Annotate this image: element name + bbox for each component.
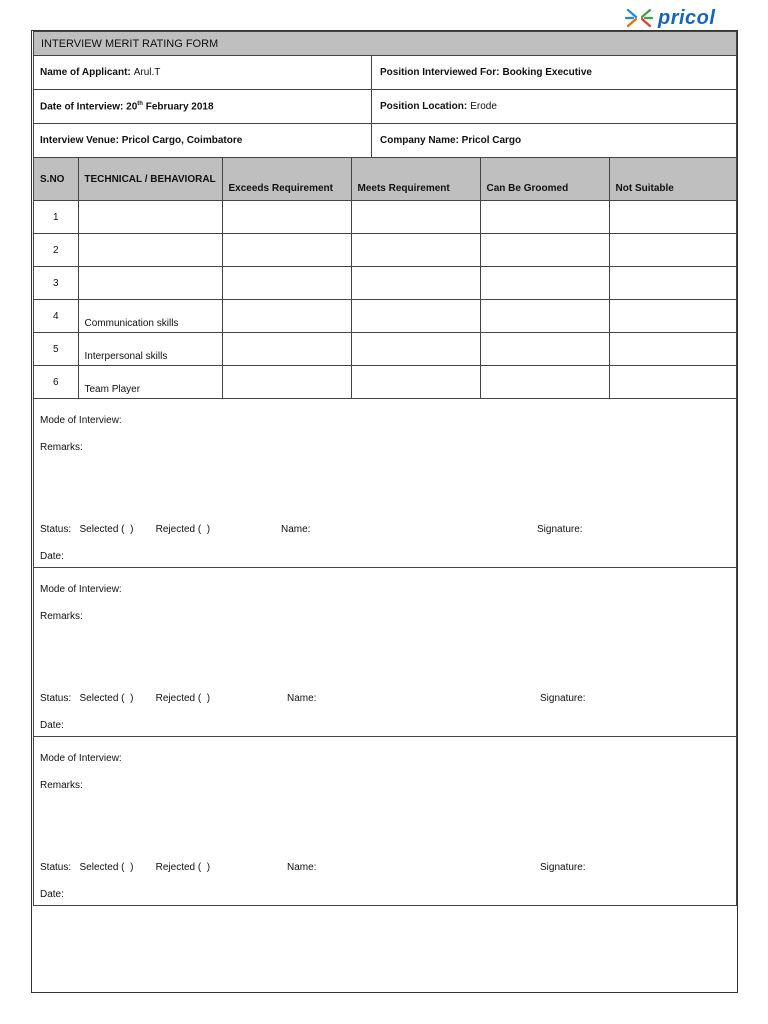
name-label: Name: <box>281 524 311 535</box>
row-sno: 1 <box>34 201 78 234</box>
position-cell <box>372 56 736 89</box>
row-sno: 3 <box>34 267 78 300</box>
location-value: Erode <box>470 101 497 112</box>
rating-not-suitable-cell[interactable] <box>609 234 736 267</box>
table-row <box>34 366 736 399</box>
position-value: Booking Executive <box>502 67 592 78</box>
date-of-interview <box>40 101 214 112</box>
rating-exceeds-cell[interactable] <box>222 234 351 267</box>
header-exceeds: Exceeds Requirement <box>222 158 351 201</box>
table-header-row <box>34 158 736 201</box>
table-row <box>34 300 736 333</box>
form-title: INTERVIEW MERIT RATING FORM <box>34 32 736 56</box>
header-meets: Meets Requirement <box>351 158 480 201</box>
selected-option[interactable]: Selected ( ) <box>79 693 134 704</box>
info-section <box>34 56 736 158</box>
header-groomed: Can Be Groomed <box>480 158 609 201</box>
row-sno: 2 <box>34 234 78 267</box>
applicant-value: Arul.T <box>133 67 161 78</box>
rejected-option[interactable]: Rejected ( ) <box>155 693 211 704</box>
status-label: Status: <box>40 693 72 704</box>
rating-exceeds-cell[interactable] <box>222 300 351 333</box>
selected-option[interactable]: Selected ( ) <box>79 524 134 535</box>
rating-meets-cell[interactable] <box>351 366 480 399</box>
rating-groomed-cell[interactable] <box>480 267 609 300</box>
row-skill[interactable] <box>78 267 222 300</box>
header-sno: S.NO <box>34 158 78 201</box>
rating-meets-cell[interactable] <box>351 267 480 300</box>
company-label: Company Name: Pricol Cargo <box>380 135 522 146</box>
location-label: Position Location: <box>380 101 468 112</box>
rating-exceeds-cell[interactable] <box>222 267 351 300</box>
name-label: Name: <box>287 693 317 704</box>
signature-label: Signature: <box>540 693 586 704</box>
date-cell <box>34 90 372 123</box>
interview-block <box>34 399 736 567</box>
row-skill[interactable] <box>78 201 222 234</box>
rating-exceeds-cell[interactable] <box>222 366 351 399</box>
rating-not-suitable-cell[interactable] <box>609 300 736 333</box>
date-label: Date: <box>40 720 64 731</box>
date-label: Date: <box>40 889 64 900</box>
name-label: Name: <box>287 862 317 873</box>
mode-of-interview-label: Mode of Interview: <box>40 415 122 426</box>
interview-form <box>33 31 737 906</box>
rating-not-suitable-cell[interactable] <box>609 333 736 366</box>
rating-meets-cell[interactable] <box>351 234 480 267</box>
rating-table <box>34 158 736 399</box>
rating-groomed-cell[interactable] <box>480 234 609 267</box>
mode-of-interview-label: Mode of Interview: <box>40 584 122 595</box>
rating-exceeds-cell[interactable] <box>222 201 351 234</box>
selected-option[interactable]: Selected ( ) <box>79 862 134 873</box>
rejected-option[interactable]: Rejected ( ) <box>155 862 211 873</box>
info-row <box>34 124 736 158</box>
header-technical: TECHNICAL / BEHAVIORAL <box>78 158 222 201</box>
row-skill: Team Player <box>78 366 222 399</box>
status-line <box>40 524 210 535</box>
table-row <box>34 267 736 300</box>
logo-text: pricol <box>658 6 716 29</box>
interview-blocks <box>34 399 736 905</box>
status-label: Status: <box>40 862 72 873</box>
signature-label: Signature: <box>537 524 583 535</box>
date-label: Date: <box>40 551 64 562</box>
mode-of-interview-label: Mode of Interview: <box>40 753 122 764</box>
row-skill[interactable] <box>78 234 222 267</box>
rating-meets-cell[interactable] <box>351 333 480 366</box>
venue-cell <box>34 124 372 157</box>
rating-meets-cell[interactable] <box>351 300 480 333</box>
row-sno: 6 <box>34 366 78 399</box>
interview-block <box>34 567 736 736</box>
position-label: Position Interviewed For: <box>380 67 500 78</box>
rating-groomed-cell[interactable] <box>480 366 609 399</box>
row-skill: Interpersonal skills <box>78 333 222 366</box>
info-row <box>34 56 736 90</box>
rating-not-suitable-cell[interactable] <box>609 267 736 300</box>
date-sup: th <box>137 100 143 107</box>
status-line <box>40 693 210 704</box>
remarks-label: Remarks: <box>40 780 83 791</box>
rating-groomed-cell[interactable] <box>480 300 609 333</box>
table-row <box>34 201 736 234</box>
row-sno: 5 <box>34 333 78 366</box>
status-label: Status: <box>40 524 72 535</box>
status-line <box>40 862 210 873</box>
rejected-option[interactable]: Rejected ( ) <box>155 524 211 535</box>
remarks-label: Remarks: <box>40 442 83 453</box>
location-cell <box>372 90 736 123</box>
rating-meets-cell[interactable] <box>351 201 480 234</box>
date-label: Date of Interview: 20 <box>40 101 138 113</box>
table-row <box>34 234 736 267</box>
remarks-label: Remarks: <box>40 611 83 622</box>
applicant-cell <box>34 56 372 89</box>
rating-exceeds-cell[interactable] <box>222 333 351 366</box>
info-row <box>34 90 736 124</box>
rating-not-suitable-cell[interactable] <box>609 366 736 399</box>
venue-label: Interview Venue: Pricol Cargo, Coimbatore <box>40 135 243 146</box>
company-cell <box>372 124 736 157</box>
row-sno: 4 <box>34 300 78 333</box>
rating-groomed-cell[interactable] <box>480 201 609 234</box>
pricol-star-icon <box>624 6 654 30</box>
table-row <box>34 333 736 366</box>
date-rest: February 2018 <box>142 101 214 113</box>
rating-not-suitable-cell[interactable] <box>609 201 736 234</box>
pricol-logo <box>624 5 715 31</box>
applicant-label: Name of Applicant: <box>40 67 131 78</box>
interview-block <box>34 736 736 905</box>
signature-label: Signature: <box>540 862 586 873</box>
header-not-suitable: Not Suitable <box>609 158 736 201</box>
row-skill: Communication skills <box>78 300 222 333</box>
rating-groomed-cell[interactable] <box>480 333 609 366</box>
